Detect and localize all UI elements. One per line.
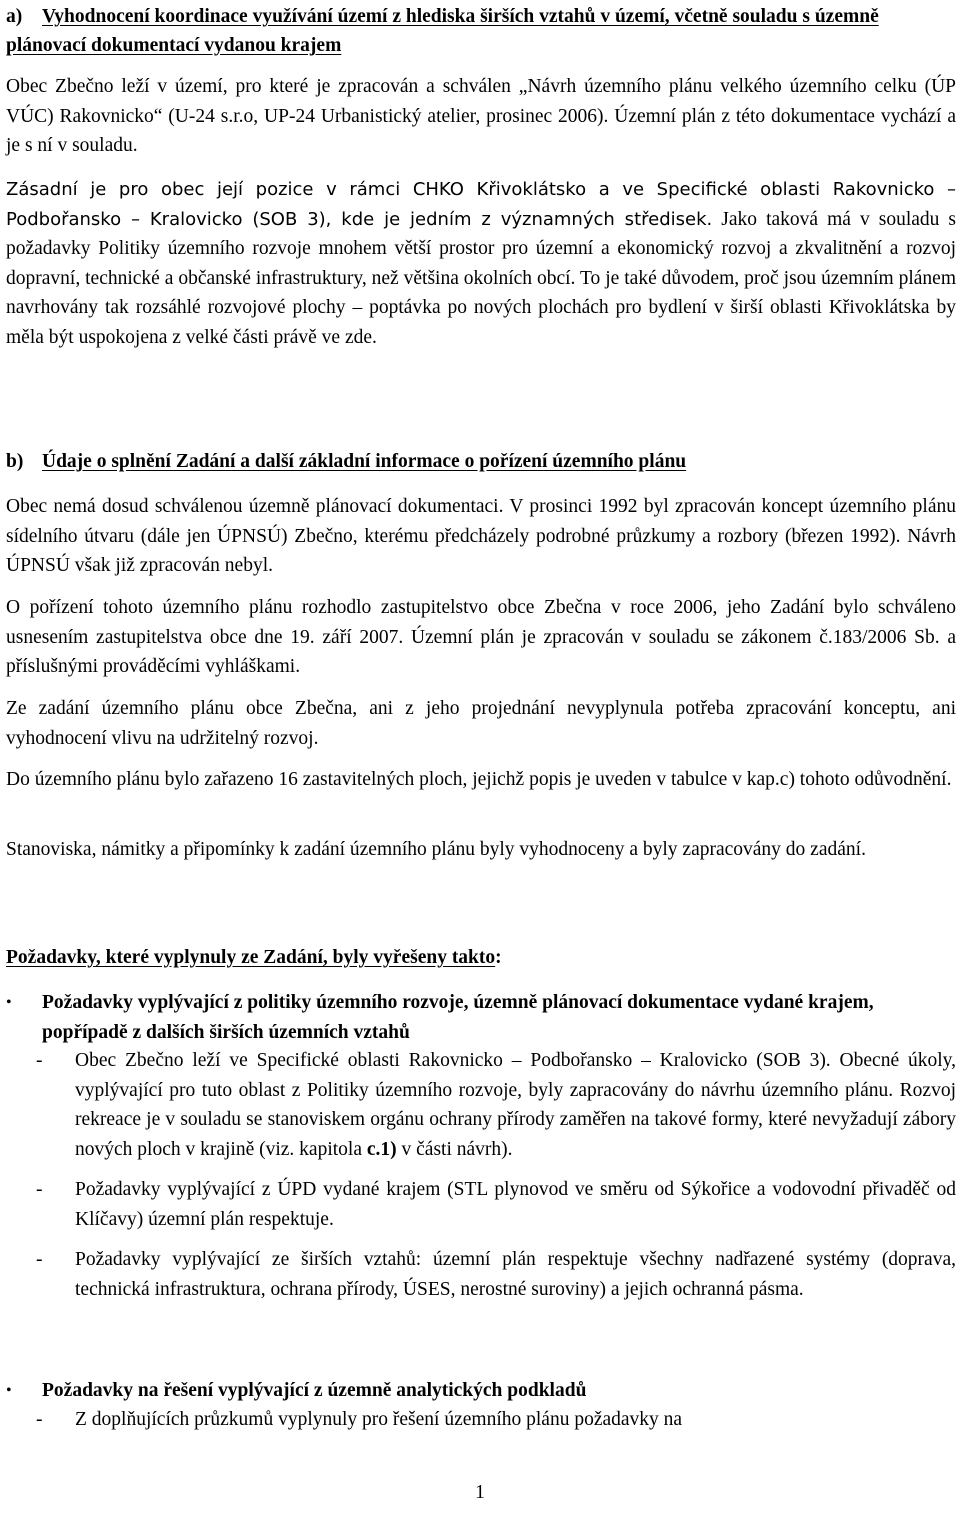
bullet-symbol: • [6, 1382, 12, 1399]
section-b-label: b) [6, 451, 24, 472]
dash-item-2-1 [36, 1405, 956, 1435]
dash-item-1-2-text: Požadavky vyplývající z ÚPD vydané krajem (STL plynovod ve směru od Sýkořice a vodovodní přivaděč od Klíčavy) územní plán respektuje. [75, 1179, 956, 1230]
bullet-1-title: Požadavky vyplývající z politiky územního rozvoje, územně plánovací dokumentace vydané krajem, popřípadě z dalších širších územních vztahů [42, 992, 874, 1043]
section-a-heading [6, 2, 956, 60]
dash-symbol: - [36, 1179, 43, 1200]
dash-item-1-1-text-a: Obec Zbečno leží ve Specifické oblasti Rakovnicko – Podbořansko – Kralovicko (SOB 3). Obecné úkoly, vyplývající pro tuto oblast z Politiky územního rozvoje, byly zapracovány do návrhu územního plánu. Rozvoj rekreace je v souladu se stanoviskem orgánu ochrany přírody zaměřen na takové formy, které nevyžadují zábory nových ploch v krajině (viz. kapitola [75, 1050, 956, 1160]
section-a-label: a) [6, 6, 23, 27]
section-b-paragraph-5: Stanoviska, námitky a připomínky k zadání územního plánu byly vyhodnoceny a byly zapracovány do zadání. [6, 839, 866, 860]
section-b-heading [6, 447, 956, 476]
dash-item-2-1-text: Z doplňujících průzkumů vyplynuly pro řešení územního plánu požadavky na [75, 1409, 683, 1430]
bullet-item-2 [6, 1376, 956, 1406]
section-b-paragraph-4: Do územního plánu bylo zařazeno 16 zastavitelných ploch, jejichž popis je uveden v tabulce v kap.c) tohoto odůvodnění. [6, 769, 952, 790]
section-b-title: Údaje o splnění Zadání a další základní informace o pořízení územního plánu [42, 451, 687, 472]
dash-symbol: - [36, 1050, 43, 1071]
dash-item-1-2 [36, 1175, 956, 1234]
section-a-paragraph-2-part-1: Zásadní je pro obec její pozice v rámci CHKO Křivoklátsko a ve Specifické oblasti Rakovnicko – Podbořansko – Kralovicko (SOB 3), kde je jedním z významných středisek. [6, 179, 956, 230]
dash-item-1-1 [36, 1046, 956, 1164]
dash-symbol: - [36, 1409, 43, 1430]
dash-item-1-1-text-bold: c.1) [366, 1138, 397, 1160]
dash-item-1-3 [36, 1245, 956, 1304]
bullet-2-title: Požadavky na řešení vyplývající z územně analytických podkladů [42, 1380, 587, 1401]
dash-symbol: - [36, 1249, 43, 1270]
section-a-title: Vyhodnocení koordinace využívání území z hlediska širších vztahů v území, včetně souladu s územně plánovací dokumentací vydanou krajem [6, 6, 879, 56]
page-number: 1 [475, 1482, 485, 1503]
section-b-paragraph-3: Ze zadání územního plánu obce Zbečna, ani z jeho projednání nevyplynula potřeba zpracování konceptu, ani vyhodnocení vlivu na udržitelný rozvoj. [6, 698, 956, 749]
requirements-heading [6, 943, 956, 972]
dash-item-1-3-text: Požadavky vyplývající ze širších vztahů: územní plán respektuje všechny nadřazené systémy (doprava, technická infrastruktura, ochrana přírody, ÚSES, nerostné suroviny) a jejich ochranná pásma. [75, 1249, 956, 1300]
section-a-paragraph-1: Obec Zbečno leží v území, pro které je zpracován a schválen „Návrh územního plánu velkého územního celku (ÚP VÚC) Rakovnicko“ (U-24 s.r.o, UP-24 Urbanistický atelier, prosinec 2006). Územní plán z této dokumentace vychází a je s ní v souladu. [6, 76, 956, 156]
section-b-paragraph-1: Obec nemá dosud schválenou územně plánovací dokumentaci. V prosinci 1992 byl zpracován koncept územního plánu sídelního útvaru (dále jen ÚPNSÚ) Zbečno, kterému předcházely podrobné průzkumy a rozbory (březen 1992). Návrh ÚPNSÚ však již zpracován nebyl. [6, 496, 956, 576]
section-a-paragraph-2 [6, 175, 956, 352]
requirements-heading-text: Požadavky, které vyplynuly ze Zadání, byly vyřešeny takto [6, 947, 496, 968]
section-a-paragraph-2-part-2: Jako taková má v souladu s požadavky Politiky územního rozvoje mnohem větší prostor pro územní a ekonomický rozvoj a zkvalitnění a rozvoj dopravní, technické a občanské infrastruktury, než většina okolních obcí. To je také důvodem, proč jsou územním plánem navrhovány tak rozsáhlé rozvojové plochy – poptávka po nových plochách pro bydlení v širší oblasti Křivoklátska by měla být uspokojena z velké části právě ve zde. [6, 208, 957, 348]
dash-item-1-1-text-b: v části návrh). [396, 1138, 513, 1160]
section-b-paragraph-2: O pořízení tohoto územního plánu rozhodlo zastupitelstvo obce Zbečna v roce 2006, jeho Zadání bylo schváleno usnesením zastupitelstva obce dne 19. září 2007. Územní plán je zpracován v souladu se zákonem č.183/2006 Sb. a příslušnými prováděcími vyhláškami. [6, 597, 956, 677]
requirements-heading-colon: : [495, 947, 502, 968]
bullet-symbol: • [6, 994, 12, 1011]
bullet-item-1 [6, 988, 956, 1047]
dash-item-1-1-text [75, 1046, 956, 1164]
